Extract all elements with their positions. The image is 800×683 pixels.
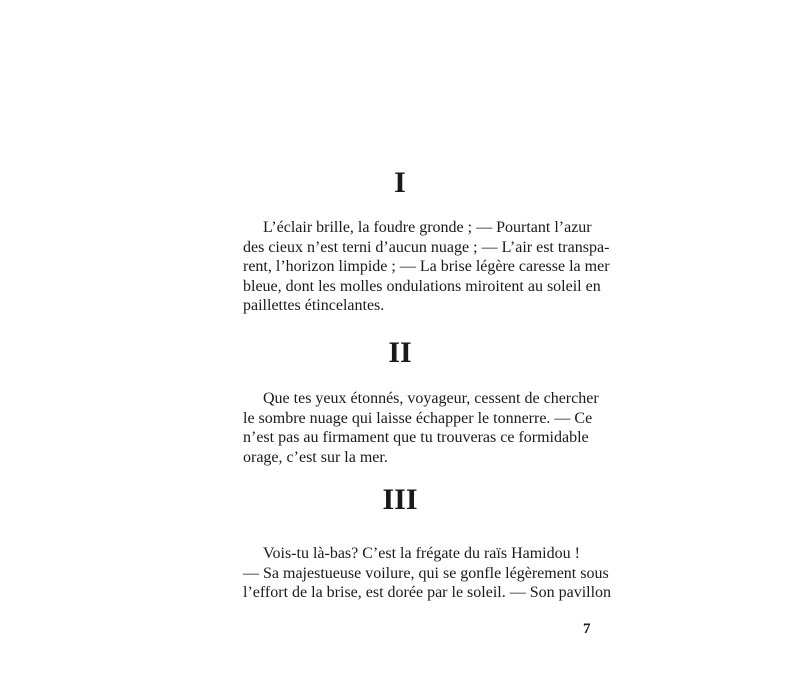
text-line: le sombre nuage qui laisse échapper le tonnerre. — Ce (243, 409, 593, 427)
page-number: 7 (583, 621, 591, 637)
chapter-heading-1: I (394, 166, 406, 199)
paragraph-2 (243, 389, 599, 467)
text-line: — Sa majestueuse voilure, qui se gonfle légèrement sous (243, 564, 609, 582)
text-line: n’est pas au firmament que tu trouveras ce formidable (243, 429, 589, 446)
paragraph-3 (243, 544, 612, 603)
text-line: Vois-tu là-bas? C’est la frégate du raïs Hamidou ! (263, 545, 580, 562)
paragraph-1 (243, 218, 610, 316)
text-line: bleue, dont les molles ondulations miroitent au soleil en (243, 277, 601, 295)
text-line: Que tes yeux étonnés, voyageur, cessent de chercher (263, 390, 599, 407)
text-line: paillettes étincelantes. (243, 297, 385, 314)
chapter-heading-2: II (388, 336, 412, 369)
text-line: L’éclair brille, la foudre gronde ; — Pourtant l’azur (263, 219, 592, 236)
chapter-heading-3: III (382, 483, 418, 516)
text-line: orage, c’est sur la mer. (243, 448, 388, 466)
text-line: rent, l’horizon limpide ; — La brise légère caresse la mer (243, 258, 610, 275)
text-line: l’effort de la brise, est dorée par le soleil. — Son pavillon (243, 584, 612, 601)
text-line: des cieux n’est terni d’aucun nuage ; — L’air est transpa- (243, 238, 610, 256)
